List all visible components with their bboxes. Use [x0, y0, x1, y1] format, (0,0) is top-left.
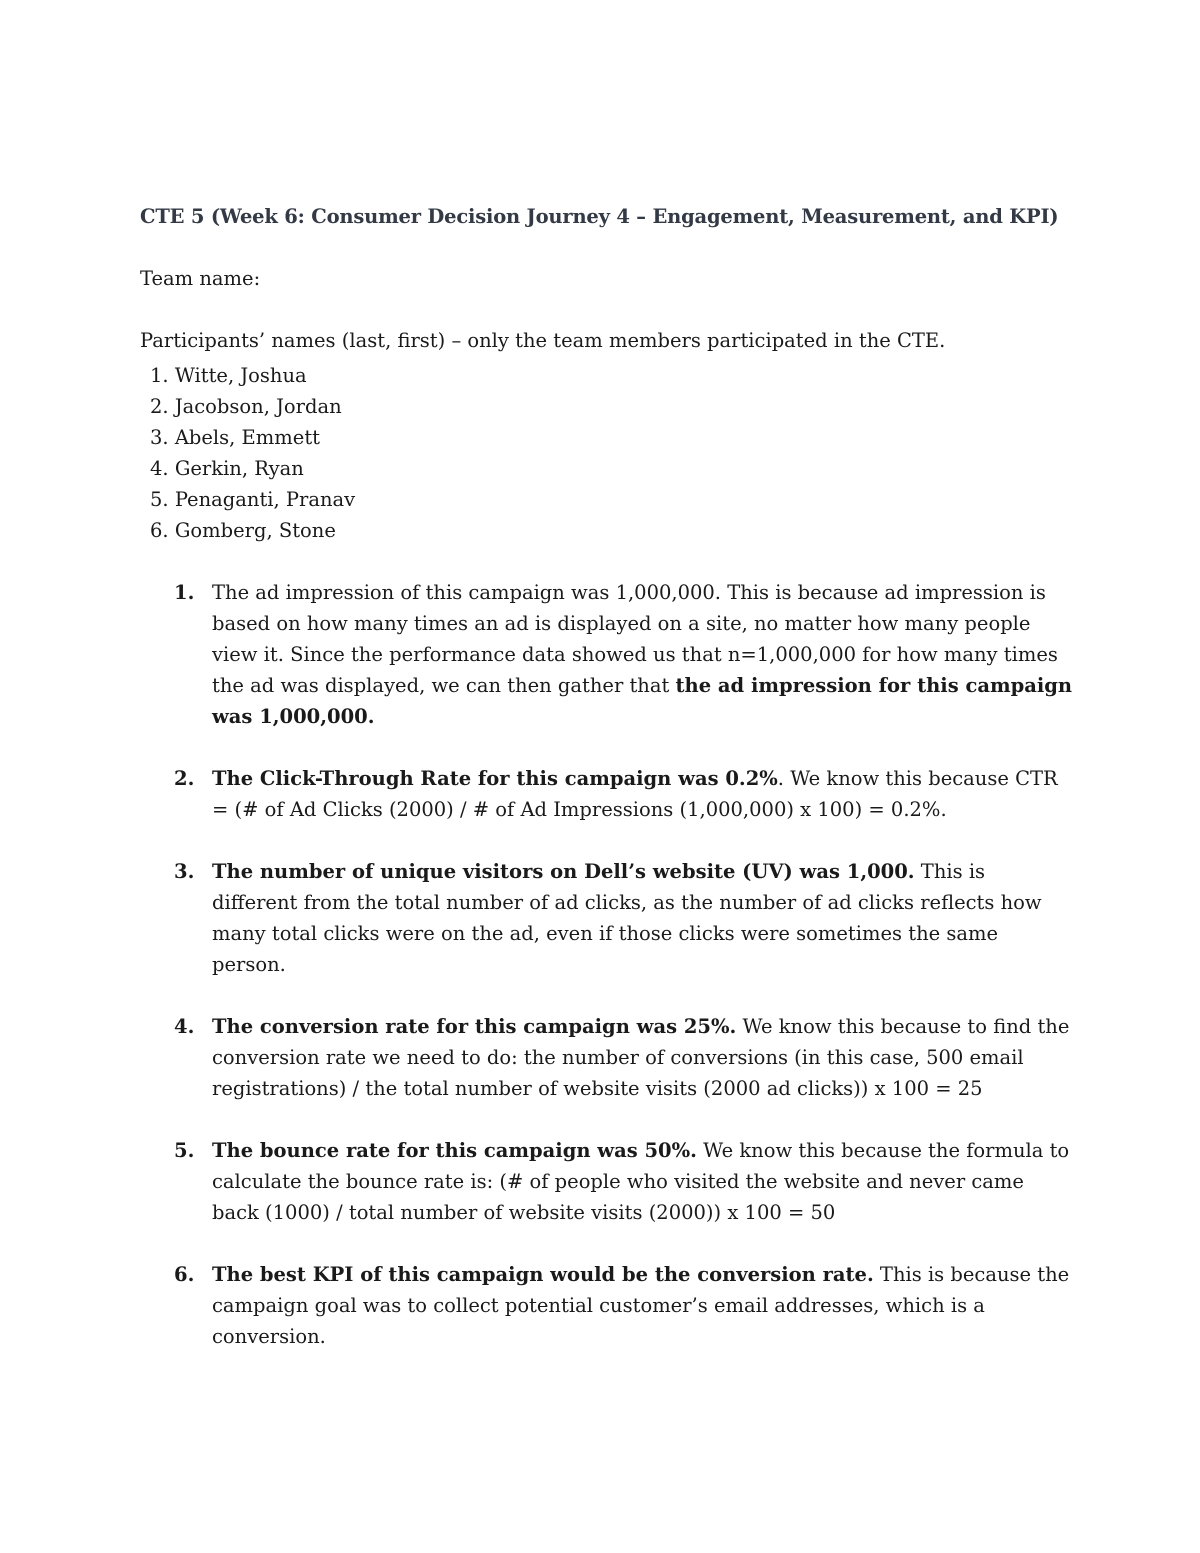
participant-number: 1.: [150, 364, 169, 387]
answer-number: 2.: [174, 767, 195, 790]
answer-number: 1.: [174, 581, 195, 604]
answer-item-3: [174, 856, 1074, 980]
participant-number: 3.: [150, 426, 169, 449]
answer-text: This is because the campaign goal was to collect potential customer’s email addresses, which is a conversion.: [212, 1263, 1070, 1348]
participants-label: Participants’ names (last, first) – only the team members participated in the CTE.: [140, 329, 946, 352]
answer-text: . We know this because CTR = (# of Ad Clicks (2000) / # of Ad Impressions (1,000,000) x 100) = 0.2%.: [212, 767, 1058, 821]
answer-item-5: [174, 1135, 1074, 1228]
answer-item-1: [174, 577, 1074, 732]
answer-bold-text: The bounce rate for this campaign was 50%.: [212, 1139, 697, 1162]
answer-number: 5.: [174, 1139, 195, 1162]
participant-number: 4.: [150, 457, 169, 480]
document-title: CTE 5 (Week 6: Consumer Decision Journey 4 – Engagement, Measurement, and KPI): [140, 205, 1059, 228]
participants-list: [150, 360, 355, 546]
answer-bold-text: The conversion rate for this campaign was 25%.: [212, 1015, 737, 1038]
answer-bold-text: The number of unique visitors on Dell’s website (UV) was 1,000.: [212, 860, 915, 883]
answer-text: We know this because the formula to calculate the bounce rate is: (# of people who visited the website and never came back (1000) / total number of website visits (2000)) x 100 = 50: [212, 1139, 1070, 1224]
answer-item-6: [174, 1259, 1074, 1352]
participant-item: [150, 422, 355, 453]
answer-text: The ad impression of this campaign was 1,000,000. This is because ad impression is based on how many times an ad is displayed on a site, no matter how many people view it. Since the performance data showed us that n=1,000,000 for how many times the ad was displayed, we can then gather that: [212, 581, 1058, 697]
answers-list: [174, 577, 1074, 1383]
participant-item: [150, 391, 355, 422]
answer-item-4: [174, 1011, 1074, 1104]
answer-number: 4.: [174, 1015, 195, 1038]
answer-item-2: [174, 763, 1074, 825]
participant-item: [150, 515, 355, 546]
answer-bold-text: the ad impression for this campaign was 1,000,000.: [212, 674, 1073, 728]
participant-name: Gomberg, Stone: [174, 519, 336, 542]
answer-text: We know this because to find the conversion rate we need to do: the number of conversions (in this case, 500 email registrations) / the total number of website visits (2000 ad clicks)) x 100 = 25: [212, 1015, 1070, 1100]
team-name-label: Team name:: [140, 267, 261, 290]
participant-number: 6.: [150, 519, 169, 542]
participant-item: [150, 360, 355, 391]
participant-item: [150, 453, 355, 484]
participant-name: Witte, Joshua: [174, 364, 307, 387]
answer-number: 3.: [174, 860, 195, 883]
participant-name: Abels, Emmett: [174, 426, 320, 449]
answer-number: 6.: [174, 1263, 195, 1286]
answer-text: This is different from the total number of ad clicks, as the number of ad clicks reflects how many total clicks were on the ad, even if those clicks were sometimes the same person.: [212, 860, 1042, 976]
participant-number: 2.: [150, 395, 169, 418]
participant-name: Jacobson, Jordan: [174, 395, 342, 418]
participant-name: Penaganti, Pranav: [174, 488, 356, 511]
participant-name: Gerkin, Ryan: [174, 457, 304, 480]
answer-bold-text: The Click-Through Rate for this campaign was 0.2%: [212, 767, 778, 790]
participant-number: 5.: [150, 488, 169, 511]
participant-item: [150, 484, 355, 515]
answer-bold-text: The best KPI of this campaign would be the conversion rate.: [212, 1263, 874, 1286]
